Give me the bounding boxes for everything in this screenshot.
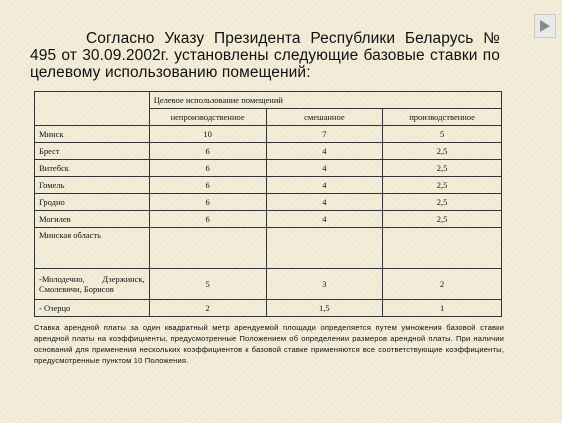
- table-row: [35, 194, 502, 211]
- rate-cell: 1: [383, 300, 502, 317]
- table-row: [35, 177, 502, 194]
- column-header-production: производственное: [383, 109, 502, 126]
- rate-cell: 6: [149, 143, 266, 160]
- corner-cell: [35, 92, 150, 126]
- city-name-cell: Гродно: [35, 194, 150, 211]
- rates-table: [34, 91, 502, 317]
- rate-cell: 4: [266, 160, 383, 177]
- rate-cell: 2,5: [383, 177, 502, 194]
- rate-cell: 4: [266, 211, 383, 228]
- rate-cell: 10: [149, 126, 266, 143]
- city-name-cell: Минск: [35, 126, 150, 143]
- rate-cell: 4: [266, 194, 383, 211]
- rate-cell: 2: [149, 300, 266, 317]
- region-name-cell: Минская область: [35, 228, 150, 269]
- rate-cell: 6: [149, 177, 266, 194]
- rent-calculation-note: Ставка арендной платы за один квадратный метр арендуемой площади определяется путем умножения базовой ставки арендной платы на коэффициенты, предусмотренные Положением об определении размеров арендной платы. При наличии оснований для применения нескольких коэффициентов к базовой ставке применяются все соответствующие коэффициенты, предусмотренные пунктом 10 Положения.: [34, 323, 504, 365]
- towns-name-cell: -Молодечно, Дзержинск, Смолевичи, Борисов: [35, 269, 150, 300]
- city-name-cell: Витебск: [35, 160, 150, 177]
- group-header-cell: Целевое использование помещений: [149, 92, 501, 109]
- rate-cell: 2,5: [383, 160, 502, 177]
- rate-cell: 2,5: [383, 194, 502, 211]
- next-slide-button[interactable]: [534, 14, 556, 38]
- table-row: [35, 300, 502, 317]
- rate-cell: 2,5: [383, 211, 502, 228]
- empty-cell: [383, 228, 502, 269]
- rate-cell: 6: [149, 211, 266, 228]
- empty-cell: [149, 228, 266, 269]
- rate-cell: 4: [266, 177, 383, 194]
- rate-cell: 1,5: [266, 300, 383, 317]
- rate-cell: 6: [149, 194, 266, 211]
- table-header-row: [35, 92, 502, 109]
- rate-cell: 3: [266, 269, 383, 300]
- rate-cell: 6: [149, 160, 266, 177]
- column-header-mixed: смешанное: [266, 109, 383, 126]
- column-header-nonproduction: непроизводственное: [149, 109, 266, 126]
- table-row-region: [35, 228, 502, 269]
- rate-cell: 5: [383, 126, 502, 143]
- table-row: [35, 143, 502, 160]
- ozerco-name-cell: - Озерцо: [35, 300, 150, 317]
- city-name-cell: Брест: [35, 143, 150, 160]
- city-name-cell: Могилев: [35, 211, 150, 228]
- table-row: [35, 126, 502, 143]
- slide-heading: Согласно Указу Президента Республики Беларусь № 495 от 30.09.2002г. установлены следующие базовые ставки по целевому использованию помещений:: [30, 30, 500, 81]
- rate-cell: 4: [266, 143, 383, 160]
- rate-cell: 7: [266, 126, 383, 143]
- empty-cell: [266, 228, 383, 269]
- table-row: [35, 160, 502, 177]
- play-arrow-icon: [539, 19, 551, 33]
- city-name-cell: Гомель: [35, 177, 150, 194]
- rate-cell: 5: [149, 269, 266, 300]
- rate-cell: 2: [383, 269, 502, 300]
- table-row: [35, 211, 502, 228]
- table-row: [35, 269, 502, 300]
- rate-cell: 2,5: [383, 143, 502, 160]
